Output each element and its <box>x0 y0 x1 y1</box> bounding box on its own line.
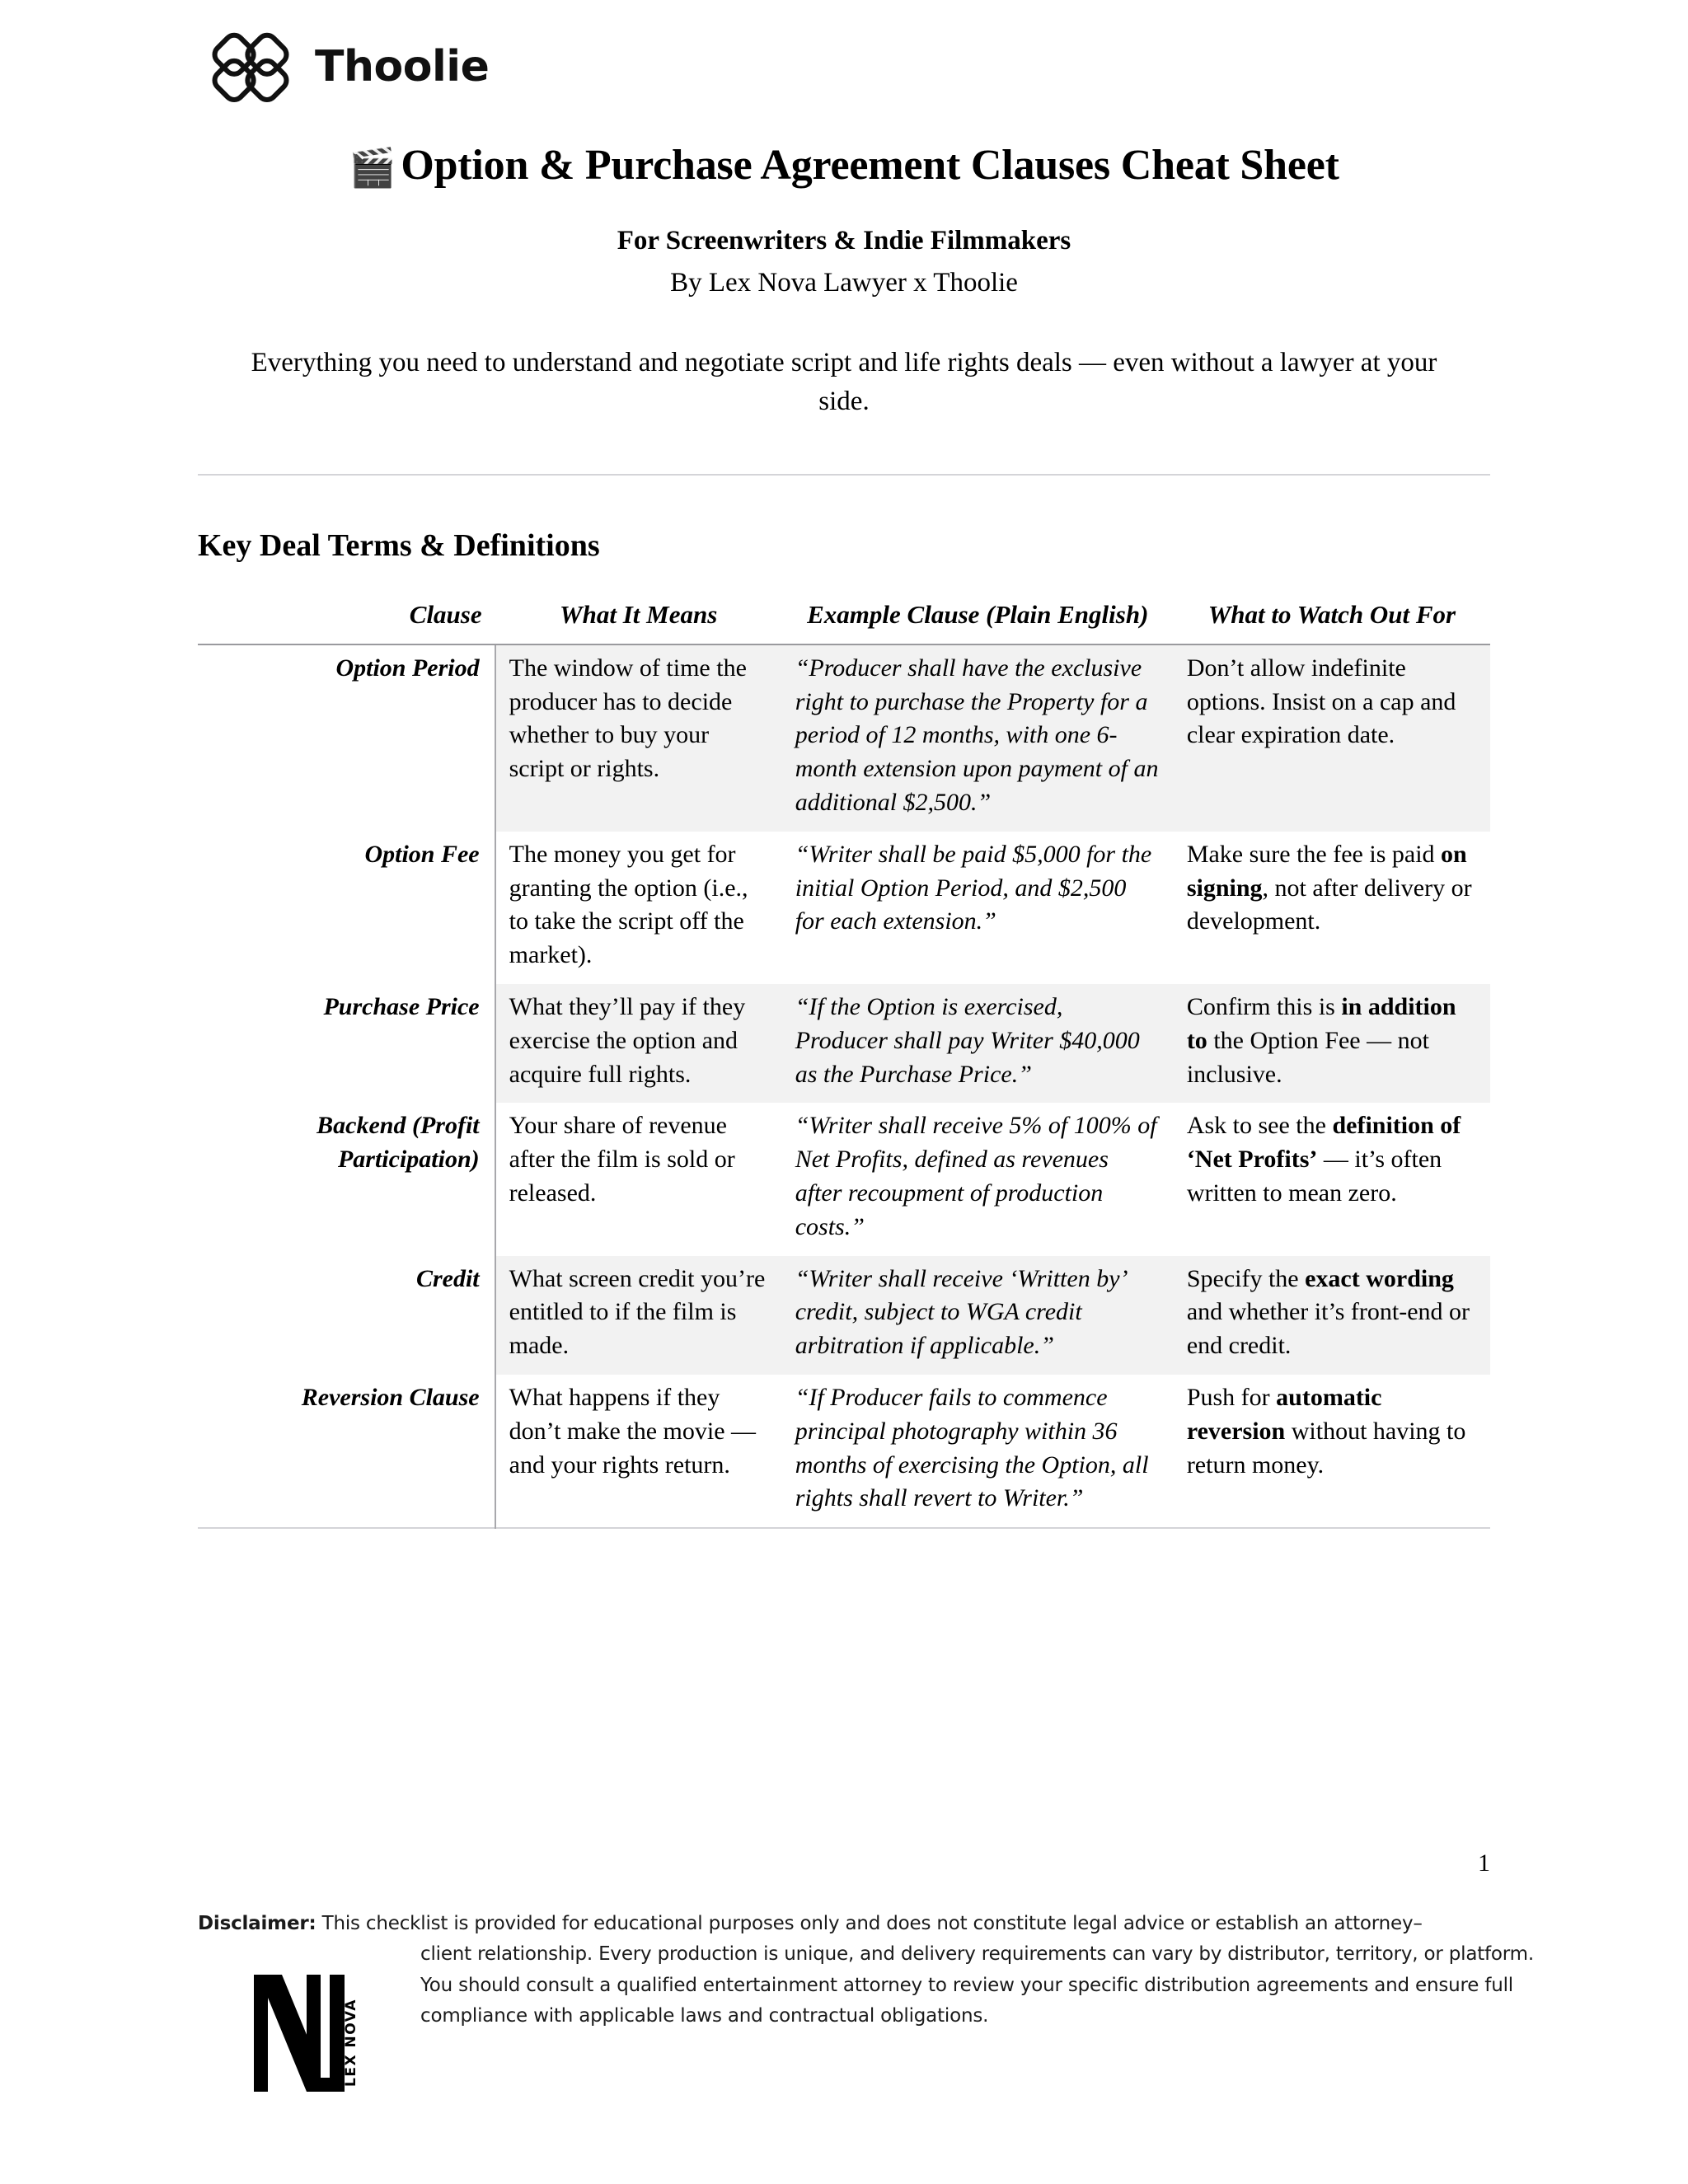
watch-emphasis: automatic reversion <box>1186 1384 1382 1445</box>
cell-what-to-watch-out-for: Ask to see the definition of ‘Net Profits’ — it’s often written to mean zero. <box>1186 1112 1461 1207</box>
cell-clause: Credit <box>198 1256 495 1375</box>
document-lede: Everything you need to understand and negotiate script and life rights deals — even without a lawyer at your side. <box>251 348 1437 417</box>
table-row <box>198 1103 1490 1255</box>
cell-example-clause: “Writer shall receive 5% of 100% of Net Profits, defined as revenues after recoupment of production costs.” <box>795 1112 1157 1240</box>
page-title-text: Option & Purchase Agreement Clauses Cheat Sheet <box>401 142 1339 189</box>
cell-what-to-watch-out-for: Push for automatic reversion without having to return money. <box>1186 1384 1466 1479</box>
cell-clause: Reversion Clause <box>198 1375 495 1528</box>
cell-example-clause: “Producer shall have the exclusive right to purchase the Property for a period of 12 months, with one 6-month extension upon payment of an additional $2,500.” <box>782 644 1174 832</box>
brand-header <box>198 0 1490 91</box>
cell-what-it-means: Your share of revenue after the film is sold or released. <box>509 1112 735 1207</box>
cell-clause: Purchase Price <box>198 984 495 1103</box>
table-row <box>198 644 1490 832</box>
cell-what-it-means: What happens if they don’t make the movie — and your rights return. <box>509 1384 757 1479</box>
disclaimer-first-line-text: This checklist is provided for educational purposes only and does not constitute legal advice or establish an attorney– <box>316 1913 1423 1934</box>
column-header-what-to-watch-out-for: What to Watch Out For <box>1174 596 1490 644</box>
watch-emphasis: in addition to <box>1186 993 1456 1054</box>
column-header-example-clause: Example Clause (Plain English) <box>782 596 1174 644</box>
table-row <box>198 1375 1490 1528</box>
lex-nova-logo-icon <box>247 1963 371 2103</box>
table-bottom-rule-row <box>198 1528 1490 1529</box>
disclaimer-text <box>198 1909 1564 2032</box>
table-header-row <box>198 596 1490 644</box>
cell-what-to-watch-out-for: Make sure the fee is paid on signing, not after delivery or development. <box>1186 840 1472 935</box>
table-row <box>198 1256 1490 1375</box>
page-title <box>198 140 1490 191</box>
table-body <box>198 644 1490 1528</box>
table-row <box>198 832 1490 984</box>
table-row <box>198 984 1490 1103</box>
cell-what-it-means: The window of time the producer has to decide whether to buy your script or rights. <box>495 644 782 832</box>
cell-example-clause: “If the Option is exercised, Producer shall pay Writer $40,000 as the Purchase Price.” <box>782 984 1174 1103</box>
cell-clause: Option Fee <box>198 832 495 984</box>
cell-clause: Option Period <box>198 644 495 832</box>
table-footer <box>198 1528 1490 1529</box>
column-header-clause: Clause <box>198 596 495 644</box>
brand-name: Thoolie <box>315 42 490 91</box>
section-heading: Key Deal Terms & Definitions <box>198 528 600 564</box>
watch-emphasis: definition of ‘Net Profits’ <box>1186 1112 1461 1174</box>
key-deal-terms-table <box>198 596 1490 1529</box>
column-header-what-it-means: What It Means <box>495 596 782 644</box>
watch-emphasis: exact wording <box>1305 1264 1454 1292</box>
lex-nova-vertical-text: LEX NOVA <box>343 1999 359 2087</box>
header-divider <box>198 474 1490 476</box>
table-header <box>198 596 1490 644</box>
footer <box>198 1909 1564 2087</box>
watch-emphasis: on signing <box>1186 840 1467 902</box>
cell-what-to-watch-out-for: Specify the exact wording and whether it’s front-end or end credit. <box>1174 1256 1490 1375</box>
page-number: 1 <box>1478 1849 1490 1877</box>
document-subtitle: For Screenwriters & Indie Filmmakers <box>617 226 1071 256</box>
cell-what-to-watch-out-for: Don’t allow indefinite options. Insist on a cap and clear expiration date. <box>1174 644 1490 832</box>
cell-what-it-means: What they’ll pay if they exercise the option and acquire full rights. <box>495 984 782 1103</box>
disclaimer-label: Disclaimer: <box>198 1913 316 1934</box>
thoolie-pinwheel-logo-icon <box>208 24 293 110</box>
cell-example-clause: “Writer shall be paid $5,000 for the initial Option Period, and $2,500 for each extension.” <box>795 840 1152 935</box>
disclaimer-first-line <box>198 1909 1564 1939</box>
cell-what-it-means: What screen credit you’re entitled to if the film is made. <box>495 1256 782 1375</box>
cell-example-clause: “Writer shall receive ‘Written by’ credit, subject to WGA credit arbitration if applicable.” <box>782 1256 1174 1375</box>
cell-what-it-means: The money you get for granting the option (i.e., to take the script off the market). <box>509 840 748 969</box>
table-bottom-rule <box>198 1528 1490 1529</box>
disclaimer-body: client relationship. Every production is unique, and delivery requirements can vary by distributor, territory, or platform. You should consult a qualified entertainment attorney to review your specific distribution agreements and ensure full compliance with applicable laws and contractual obligations. <box>420 1943 1534 2027</box>
cell-example-clause: “If Producer fails to commence principal photography within 36 months of exercising the Option, all rights shall revert to Writer.” <box>795 1384 1149 1512</box>
clapperboard-icon: 🎬 <box>349 145 396 190</box>
cell-clause: Backend (Profit Participation) <box>198 1103 495 1255</box>
document-byline: By Lex Nova Lawyer x Thoolie <box>670 267 1018 298</box>
cell-what-to-watch-out-for: Confirm this is in addition to the Option Fee — not inclusive. <box>1174 984 1490 1103</box>
